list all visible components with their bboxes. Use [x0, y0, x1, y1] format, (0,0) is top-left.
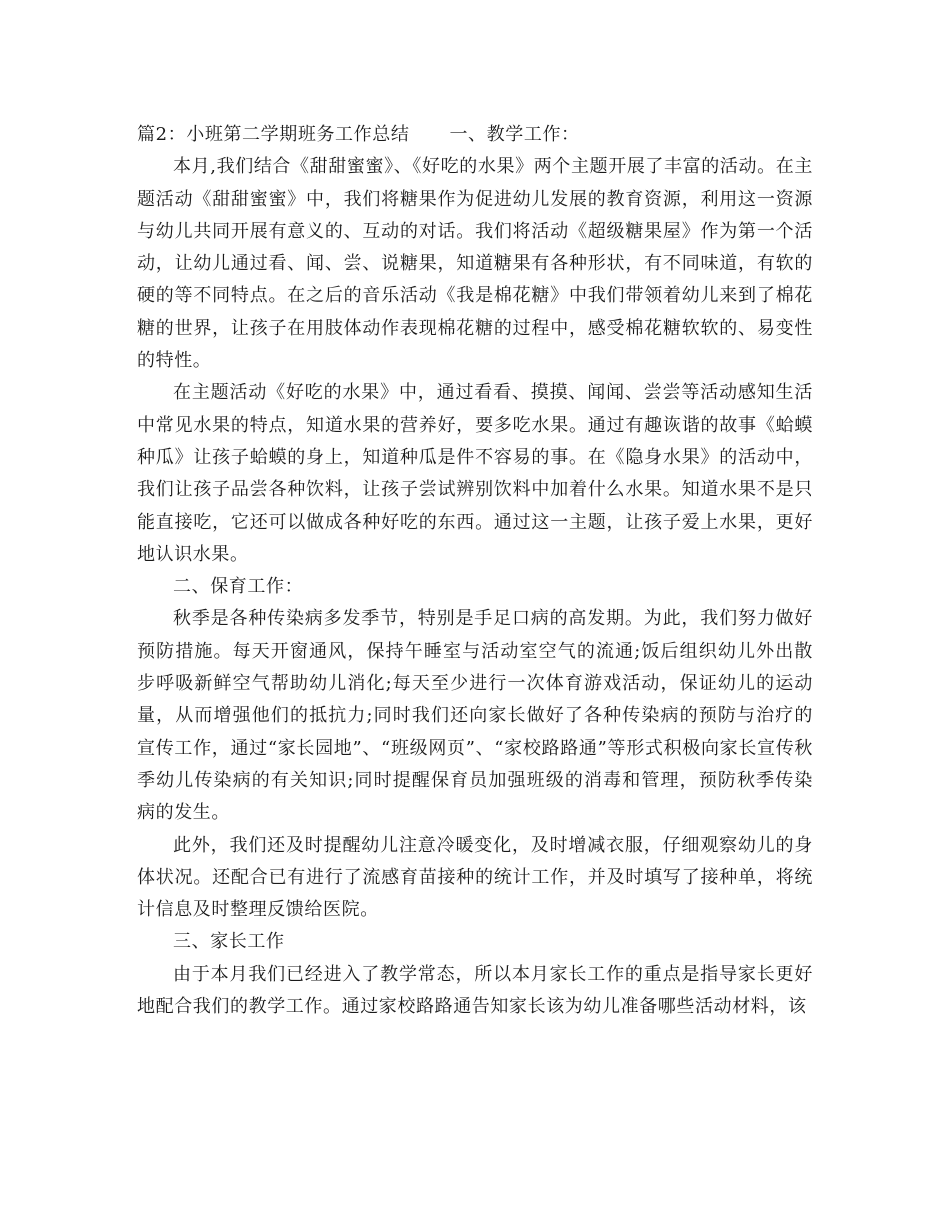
paragraph: 此外，我们还及时提醒幼儿注意冷暖变化，及时增减衣服，仔细观察幼儿的身体状况。还配合已有进行了流感育苗接种的统计工作，并及时填写了接种单，将统计信息及时整理反馈给医院。: [137, 834, 813, 921]
title-line: [137, 119, 813, 151]
section-heading-care: 二、保育工作：: [173, 576, 304, 598]
paragraph: 本月,我们结合《甜甜蜜蜜》、《好吃的水果》两个主题开展了丰富的活动。在主题活动《甜甜蜜蜜》中，我们将糖果作为促进幼儿发展的教育资源，利用这一资源与幼儿共同开展有意义的、互动的对话。我们将活动《超级糖果屋》作为第一个活动，让幼儿通过看、闻、尝、说糖果，知道糖果有各种形状，有不同味道，有软的硬的等不同特点。在之后的音乐活动《我是棉花糖》中我们带领着幼儿来到了棉花糖的世界，让孩子在用肢体动作表现棉花糖的过程中，感受棉花糖软软的、易变性的特性。: [137, 156, 813, 372]
document-title: 篇2：小班第二学期班务工作总结: [137, 124, 410, 145]
section-heading-teaching: 一、教学工作：: [449, 124, 580, 145]
paragraph: 由于本月我们已经进入了教学常态，所以本月家长工作的重点是指导家长更好地配合我们的教学工作。通过家校路路通告知家长该为幼儿准备哪些活动材料，该: [137, 963, 813, 1018]
section-heading-parents: 三、家长工作: [173, 931, 285, 953]
document-body: [137, 119, 813, 1023]
paragraph: 秋季是各种传染病多发季节，特别是手足口病的高发期。为此，我们努力做好预防措施。每天开窗通风，保持午睡室与活动室空气的流通;饭后组织幼儿外出散步呼吸新鲜空气帮助幼儿消化;每天至少进行一次体育游戏活动，保证幼儿的运动量，从而增强他们的抵抗力;同时我们还向家长做好了各种传染病的预防与治疗的宣传工作，通过“家长园地”、“班级网页”、“家校路路通”等形式积极向家长宣传秋季幼儿传染病的有关知识;同时提醒保育员加强班级的消毒和管理，预防秋季传染病的发生。: [137, 608, 813, 824]
paragraph: 在主题活动《好吃的水果》中，通过看看、摸摸、闻闻、尝尝等活动感知生活中常见水果的特点，知道水果的营养好，要多吃水果。通过有趣诙谐的故事《蛤蟆种瓜》让孩子蛤蟆的身上，知道种瓜是件不容易的事。在《隐身水果》的活动中，我们让孩子品尝各种饮料，让孩子尝试辨别饮料中加着什么水果。知道水果不是只能直接吃，它还可以做成各种好吃的东西。通过这一主题，让孩子爱上水果，更好地认识水果。: [137, 382, 813, 565]
